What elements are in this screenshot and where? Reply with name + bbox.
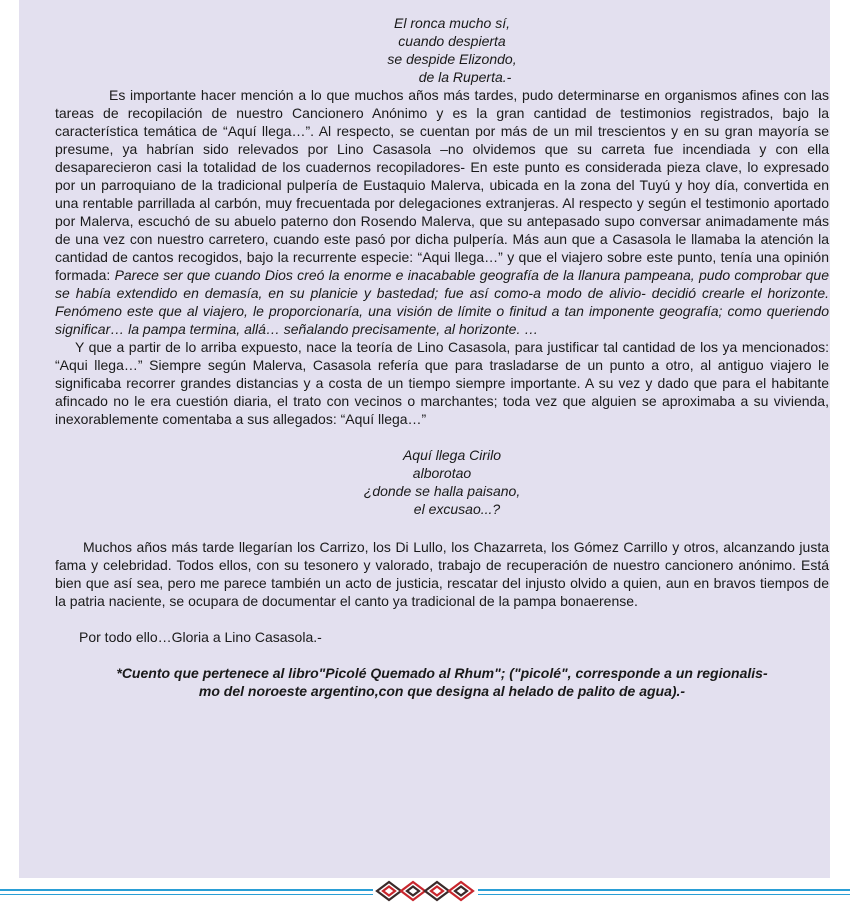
verse-cirilo: [55, 446, 829, 518]
paragraph-aqui-llega: [55, 86, 829, 338]
verse-line: El ronca mucho sí,: [394, 15, 510, 31]
verse-line: el excusao...?: [413, 501, 501, 517]
verse-line: alborotao: [412, 465, 472, 481]
verse-line: ¿donde se halla paisano,: [363, 483, 521, 499]
paragraph-text: Muchos años más tarde llegarían los Carrizo, los Di Lullo, los Chazarreta, los Gómez Carrillo y otros, alcanzando justa fama y celebridad. Todos ellos, con su tesonero y valorado, trabajo de recuperación de nuestro cancionero anónimo. Está bien que así sea, pero me parece también un acto de justicia, rescatar del injusto olvido a quien, aun en bravos tiempos de la patria naciente, se ocupara de documentar el canto ya tradicional de la pampa bonaerense.: [55, 539, 829, 609]
paragraph-text: Es importante hacer mención a lo que muchos años más tardes, pudo determinarse en organismos afines con las tareas de recopilación de nuestro Cancionero Anónimo y es la gran cantidad de testimonios registrados, bajo la característica temática de “Aquí llega…”. Al respecto, se cuentan por más de un mil trescientos y en su gran mayoría se presume, ya habrían sido relevados por Lino Casasola –no olvidemos que su carreta fue incendiada y con ella desaparecieron casi la totalidad de los cuadernos recopiladores- En este punto es considerada pieza clave, lo expresado por un parroquiano de la tradicional pulpería de Eustaquio Malerva, ubicada en la zona del Tuyú y hoy día, convertida en una rentable parrillada al carbón, muy frecuentada por delegaciones extranjeras. Al respecto y según el testimonio aportado por Malerva, escuchó de su abuelo paterno don Rosendo Malerva, que su antepasado supo conversar animadamente más de una vez con nuestro carretero, cuando este pasó por dicha pulpería. Más aun que a Casasola le llamaba la atención la cantidad de cantos recogidos, bajo la recurrente especie: “Aqui llega…” y que el viajero sobre este punto, tenía una opinión formada:: [55, 87, 829, 283]
guarda-ornament-icon: [373, 878, 478, 905]
verse-line: se despide Elizondo,: [387, 51, 517, 67]
paragraph-teoria: [55, 338, 829, 428]
paragraph-italic-quote: Parece ser que cuando Dios creó la enorme e inacabable geografía de la llanura pampeana, pudo comprobar que se había extendido en demasía, en su planicie y bastedad; fue así como-a modo de alivio- decidió crearle el horizonte. Fenómeno este que al viajero, le proporcionaría, una visión de límite o finitud a tan imponente geografía; como queriendo significar… la pampa termina, allá… señalando precisamente, al horizonte. …: [55, 267, 830, 337]
verse-line: cuando despierta: [398, 33, 506, 49]
footnote-line: mo del noroeste argentino,con que designa al helado de palito de agua).-: [198, 683, 686, 699]
verse-line: de la Ruperta.-: [418, 69, 512, 85]
article-body: [55, 14, 829, 700]
paragraph-text: Y que a partir de lo arriba expuesto, nace la teoría de Lino Casasola, para justificar tal cantidad de los ya mencionados: “Aqui llega…” Siempre según Malerva, Casasola refería que para trasladarse de un punto a otro, al antiguo viajero le significaba recorrer grandes distancias y a costa de un tiempo siempre importante. A su vez y dado que para el habitante afincado no le era cuestión diaria, el trato con vecinos o marchantes; toda vez que alguien se aproximaba a su vivienda, inexorablemente comentaba a sus allegados: “Aquí llega…”: [55, 339, 829, 427]
paragraph-recopiladores: [55, 538, 829, 610]
paragraph-gloria: [55, 628, 829, 646]
verse-line: Aquí llega Cirilo: [402, 447, 502, 463]
footnote: [55, 664, 829, 700]
footnote-line: *Cuento que pertenece al libro"Picolé Quemado al Rhum"; ("picolé", corresponde a un regionalis-: [116, 665, 768, 681]
verse-elizondo: [55, 14, 829, 86]
page-panel: [19, 0, 830, 878]
paragraph-text: Por todo ello…Gloria a Lino Casasola.-: [79, 629, 322, 645]
